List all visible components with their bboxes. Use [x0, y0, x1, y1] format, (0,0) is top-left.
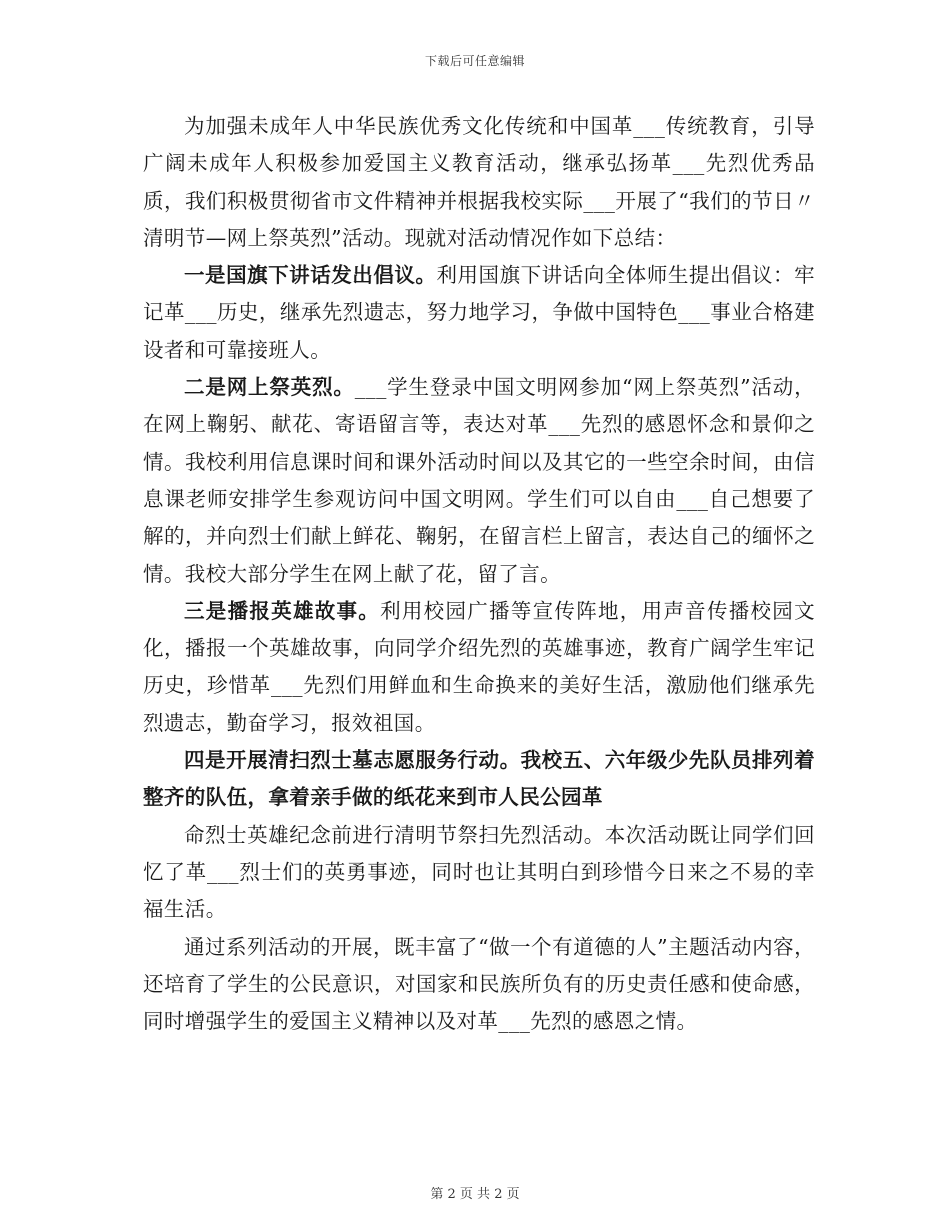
paragraph-flag-speech-text: 利用国旗下讲话向全体师生提出倡议：牢记革___历史，继承先烈遗志，努力地学习，争做中国特色___事业合格建设者和可靠接班人。	[143, 263, 815, 362]
page-header: 下载后可任意编辑	[424, 54, 525, 68]
paragraph-hero-stories-text: 利用校园广播等宣传阵地，用声音传播校园文化，播报一个英雄故事，向同学介绍先烈的英雄事迹，教育广阔学生牢记历史，珍惜革___先烈们用鲜血和生命换来的美好生活，激励他们继承先烈遗志，勤奋学习，报效祖国。	[143, 598, 815, 735]
document-body	[143, 108, 815, 1040]
paragraph-online-tribute-text: ___学生登录中国文明网参加“网上祭英烈”活动，在网上鞠躬、献花、寄语留言等，表达对革___先烈的感恩怀念和景仰之情。我校利用信息课时间和课外活动时间以及其它的一些空余时间，由信息课老师安排学生参观访问中国文明网。学生们可以自由___自己想要了解的，并向烈士们献上鲜花、鞠躬，在留言栏上留言，表达自己的缅怀之情。我校大部分学生在网上献了花，留了言。	[143, 375, 815, 586]
paragraph-online-tribute-lead: 二是网上祭英烈。	[184, 375, 355, 400]
paragraph-online-tribute	[143, 369, 815, 593]
page-footer: 第 2 页 共 2 页	[430, 1187, 520, 1202]
paragraph-hero-stories	[143, 593, 815, 742]
paragraph-flag-speech-lead: 一是国旗下讲话发出倡议。	[184, 263, 437, 288]
paragraph-hero-stories-lead: 三是播报英雄故事。	[184, 598, 381, 623]
paragraph-flag-speech	[143, 257, 815, 369]
paragraph-memorial: 命烈士英雄纪念前进行清明节祭扫先烈活动。本次活动既让同学们回忆了革___烈士们的英勇事迹，同时也让其明白到珍惜今日来之不易的幸福生活。	[143, 822, 815, 922]
paragraph-tomb-sweeping: 四是开展清扫烈士墓志愿服务行动。我校五、六年级少先队员排列着整齐的队伍，拿着亲手做的纸花来到市人民公园革	[143, 748, 815, 810]
paragraph-conclusion: 通过系列活动的开展，既丰富了“做一个有道德的人”主题活动内容，还培育了学生的公民意识，对国家和民族所负有的历史责任感和使命感，同时增强学生的爱国主义精神以及对革___先烈的感恩之情。	[143, 934, 815, 1034]
paragraph-intro: 为加强未成年人中华民族优秀文化传统和中国革___传统教育，引导广阔未成年人积极参加爱国主义教育活动，继承弘扬革___先烈优秀品质，我们积极贯彻省市文件精神并根据我校实际___开展了“我们的节日〃清明节—网上祭英烈”活动。现就对活动情况作如下总结：	[143, 114, 815, 250]
